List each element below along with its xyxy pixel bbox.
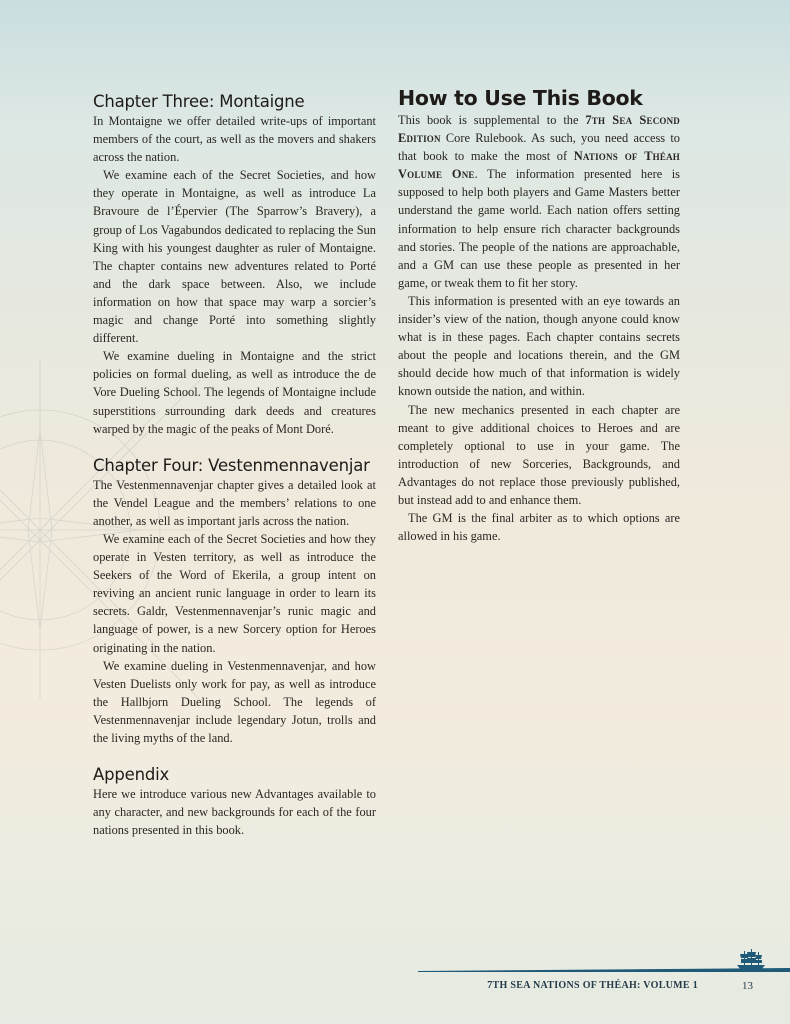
- section-appendix: [93, 765, 376, 839]
- footer-book-title: 7TH SEA NATIONS OF THÉAH: VOLUME 1: [487, 980, 698, 991]
- page-number: 13: [742, 980, 753, 992]
- vesten-paragraph-1: The Vestenmennavenjar chapter gives a detailed look at the Vendel League and the members’ relations to one another, as well as important jarls across the nation.: [93, 477, 376, 528]
- how-to-paragraph-1: [398, 111, 680, 292]
- section-montaigne: [93, 92, 376, 438]
- montaigne-paragraph-2: We examine each of the Secret Societies, and how they operate in Montaigne, as well as introduce La Bravoure de l’Épervier (The Sparrow’s Bravery), a group of Los Vagabundos dedicated to replacing the Sun King with his youngest daughter as ruler of Montaigne. The chapter contains new adventures related to Porté and the dark space between. Also, we include information on how that space may warp a sorcier’s magic and change Porté into something slightly different.: [93, 168, 376, 346]
- how-to-paragraph-3: The new mechanics presented in each chapter are meant to give additional choices to Heroes and are completely optional to use in your game. The introduction of new Sorceries, Backgrounds, and Advantages do not replace those previously published, but instead add to and enhance them.: [398, 402, 680, 507]
- vesten-paragraph-2: We examine each of the Secret Societies and how they operate in Vesten territory, as well as introduce the Seekers of the Word of Ekerila, a group intent on reviving an ancient runic language in order to learn its secrets. Galdr, Vestenmennavenjar’s runic magic and language of power, is a new Sorcery option for Heroes originating in the nation.: [93, 531, 376, 655]
- appendix-heading: Appendix: [93, 765, 170, 785]
- montaigne-heading: Chapter Three: Montaigne: [93, 92, 305, 111]
- how-to-p1-text-c: . The information presented here is supposed to help both players and Game Masters better understand the game world. Each nation offers setting information to help ensure rich character backgrounds and stories. The people of the nations are approachable, and a GM can use these people as presented in her game, or tweak them to fit her story.: [398, 167, 680, 290]
- appendix-paragraph-1: Here we introduce various new Advantages available to any character, and new backgrounds for each of the four nations presented in this book.: [93, 787, 376, 838]
- left-column: [93, 86, 376, 857]
- vesten-paragraph-3: We examine dueling in Vestenmennavenjar, and how Vesten Duelists only work for pay, as well as introduce the Hallbjorn Dueling School. The legends of Vestenmennavenjar include legendary Jotun, trolls and the living myths of the land.: [93, 658, 376, 745]
- montaigne-paragraph-1: In Montaigne we offer detailed write-ups of important members of the court, as well as the movers and shakers across the nation.: [93, 114, 376, 165]
- book-title-core: 7th Sea Second Edition: [398, 113, 680, 146]
- right-column: [398, 86, 680, 545]
- vesten-heading: Chapter Four: Vestenmennavenjar: [93, 455, 370, 475]
- how-to-p1-text-a: This book is supplemental to the: [398, 113, 586, 127]
- section-vestenmennavenjar: [93, 456, 376, 747]
- how-to-p1-text-b: Core Rulebook. As such, you need access to that book to make the most of: [398, 131, 680, 164]
- how-to-paragraph-2: This information is presented with an eye towards an insider’s view of the nation, though anyone could know what is in these pages. Each chapter contains secrets about the people and locations therein, and the GM should decide how much of that information is widely known outside the nation, and within.: [398, 293, 680, 399]
- ship-icon: [734, 948, 768, 972]
- how-to-paragraph-4: The GM is the final arbiter as to which options are allowed in his game.: [398, 511, 680, 544]
- book-title-nations: Nations of Théah Volume One: [398, 149, 680, 182]
- how-to-heading: How to Use This Book: [398, 86, 643, 110]
- montaigne-paragraph-3: We examine dueling in Montaigne and the strict policies on formal dueling, as well as introduce the de Vore Dueling School. The legends of Montaigne include superstitions surrounding dark deeds and creatures warped by the magic of the peaks of Mont Doré.: [93, 349, 376, 436]
